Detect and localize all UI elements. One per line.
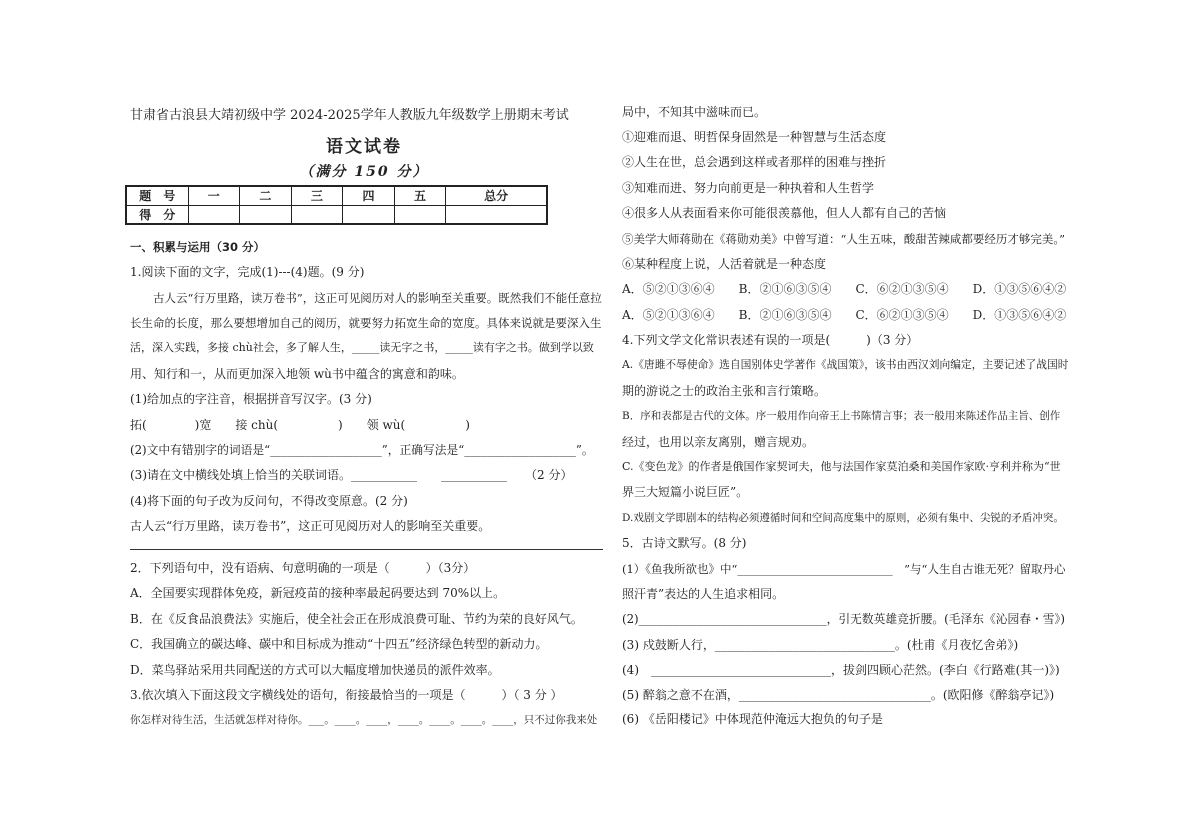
answer-blank-line: 拓( )宽 接 chù( ) 领 wù( ) xyxy=(130,418,470,432)
score-entry-cell[interactable] xyxy=(188,205,240,224)
option-line: D.戏剧文学即剧本的结构必须遵循时间和空间高度集中的原则，必须有集中、尖锐的矛盾冲突。 xyxy=(622,512,1064,524)
option-line: B．在《反食品浪费法》实施后，使全社会正在形成浪费可耻、节约为荣的良好风气。 xyxy=(130,612,583,626)
option-line: 界三大短篇小说巨匠”。 xyxy=(622,485,749,499)
sentence-option: ⑤美学大师蒋勋在《蒋勋劝美》中曾写道：“人生五味，酸甜苦辣咸都要经历才够完美。” xyxy=(622,232,1066,246)
score-header-cell: 题 号 xyxy=(126,186,188,205)
score-entry-cell[interactable] xyxy=(240,205,292,224)
option-line: A．⑤②①③⑥④ B．②①⑥③⑤④ C．⑥②①③⑤④ D．①③⑤⑥④② xyxy=(622,308,1067,322)
passage-line: 古人云“行万里路，读万卷书”，这正可见阅历对人的影响至关重要。既然我们不能任意拉 xyxy=(130,291,602,305)
question-line: 4.下列文学文化常识表述有误的一项是( )（3 分） xyxy=(622,333,919,347)
option-line: A．⑤②①③⑥④ B．②①⑥③⑤④ C．⑥②①③⑤④ D．①③⑤⑥④② xyxy=(622,282,1067,296)
option-line: C.《变色龙》的作者是俄国作家契诃夫，他与法国作家莫泊桑和美国作家欧·亨利并称为“世 xyxy=(622,460,1061,473)
dictation-line: (6) 《岳阳楼记》中体现范仲淹远大抱负的句子是 xyxy=(622,712,883,726)
exam-header-title: 甘肃省古浪县大靖初级中学 2024-2025学年人教版九年级数学上册期末考试 xyxy=(130,108,569,123)
dictation-line: (4) ______________________________，拔剑四顾心茫然。(李白《行路难(其一)》) xyxy=(622,663,1060,677)
sentence-option: ⑥某种程度上说，人活着就是一种态度 xyxy=(622,257,827,271)
option-line: A．全国要实现群体免疫，新冠疫苗的接种率最起码要达到 70%以上。 xyxy=(130,586,506,600)
score-entry-cell[interactable] xyxy=(394,205,446,224)
score-table-header-row xyxy=(126,186,547,205)
section-heading: 一、积累与运用（30 分） xyxy=(130,240,266,254)
question-line: 古人云“行万里路，读万卷书”，这正可见阅历对人的影响至关重要。 xyxy=(130,519,491,533)
option-line: B．序和表都是古代的文体。序一般用作向帝王上书陈情言事；表一般用来陈述作品主旨、创作 xyxy=(622,410,1061,422)
paper-title: 语文试卷 xyxy=(326,137,402,157)
score-entry-cell[interactable] xyxy=(291,205,343,224)
score-header-cell: 二 xyxy=(240,186,292,205)
question-line: 5．古诗文默写。(8 分) xyxy=(622,536,747,550)
question-line: 3.依次填入下面这段文字横线处的语句，衔接最恰当的一项是（ ）（ 3 分 ） xyxy=(130,688,563,702)
score-header-cell: 五 xyxy=(394,186,446,205)
answer-line xyxy=(130,549,603,550)
question-line: 1.阅读下面的文字，完成(1)---(4)题。(9 分) xyxy=(130,265,365,279)
passage-line: 局中，不知其中滋味而已。 xyxy=(622,105,767,119)
score-table xyxy=(125,185,548,225)
sentence-option: ②人生在世，总会遇到这样或者那样的困难与挫折 xyxy=(622,155,887,169)
option-line: 经过，也用以亲友离别，赠言规劝。 xyxy=(622,435,815,449)
sentence-option: ①迎难而退、明哲保身固然是一种智慧与生活态度 xyxy=(622,130,887,144)
option-line: D．菜鸟驿站采用共同配送的方式可以大幅度增加快递员的派件效率。 xyxy=(130,663,500,677)
dictation-line: (5) 醉翁之意不在酒，________________________________。(欧阳修《醉翁亭记》) xyxy=(622,688,1055,702)
question-line: (3)请在文中横线处填上恰当的关联词语。___________ ___________ （2 分） xyxy=(130,468,573,482)
full-score-subtitle: （满分 150 分） xyxy=(299,164,429,180)
option-line: C．我国确立的碳达峰、碳中和目标成为推动“十四五”经济绿色转型的新动力。 xyxy=(130,637,548,651)
option-line: A.《唐雎不辱使命》选自国别体史学著作《战国策》，该书由西汉刘向编定，主要记述了战国时 xyxy=(622,358,1069,371)
dictation-line: 照汗青”表达的人生追求相同。 xyxy=(622,587,785,601)
dictation-line: (1）《鱼我所欲也》中“___________________________ ”与“人生自古谁无死？留取丹心 xyxy=(622,562,1066,576)
score-entry-cell[interactable] xyxy=(446,205,547,224)
score-header-cell: 四 xyxy=(343,186,395,205)
score-table-score-row xyxy=(126,205,547,224)
option-line: 期的游说之士的政治主张和言行策略。 xyxy=(622,384,827,398)
passage-line: 用、知行和一，从而更加深入地领 wù书中蕴含的寓意和韵味。 xyxy=(130,367,464,381)
question-line: 你怎样对待生活，生活就怎样对待你。___。____。____，____。____。____。____，只不过你我来处 xyxy=(130,714,598,726)
score-header-cell: 一 xyxy=(188,186,240,205)
score-header-cell: 总分 xyxy=(446,186,547,205)
question-line: (4)将下面的句子改为反问句，不得改变原意。(2 分) xyxy=(130,494,408,508)
dictation-line: (3) 戍鼓断人行，______________________________。(杜甫《月夜忆舍弟》) xyxy=(622,638,1019,652)
question-line: (2)文中有错别字的词语是“___________________”，正确写法是“___________________”。 xyxy=(130,443,594,457)
score-entry-cell[interactable] xyxy=(343,205,395,224)
dictation-line: (2)________________________________，引无数英雄竞折腰。(毛泽东《沁园春・雪》) xyxy=(622,612,1065,626)
question-line: (1)给加点的字注音，根据拼音写汉字。(3 分) xyxy=(130,392,372,406)
sentence-option: ④很多人从表面看来你可能很羡慕他，但人人都有自己的苦恼 xyxy=(622,206,947,220)
passage-line: 活，深入实践，多接 chù社会，多了解人生，_____读无字之书，_____读有字之书。做到学以致 xyxy=(130,341,594,354)
score-row-label: 得 分 xyxy=(126,205,188,224)
question-line: 2．下列语句中，没有语病、句意明确的一项是（ ）（3分） xyxy=(130,561,476,575)
passage-line: 长生命的长度，那么要想增加自己的阅历，就要努力拓宽生命的宽度。具体来说就是要深入生 xyxy=(130,316,602,330)
sentence-option: ③知难而进、努力向前更是一种执着和人生哲学 xyxy=(622,181,875,195)
score-header-cell: 三 xyxy=(291,186,343,205)
